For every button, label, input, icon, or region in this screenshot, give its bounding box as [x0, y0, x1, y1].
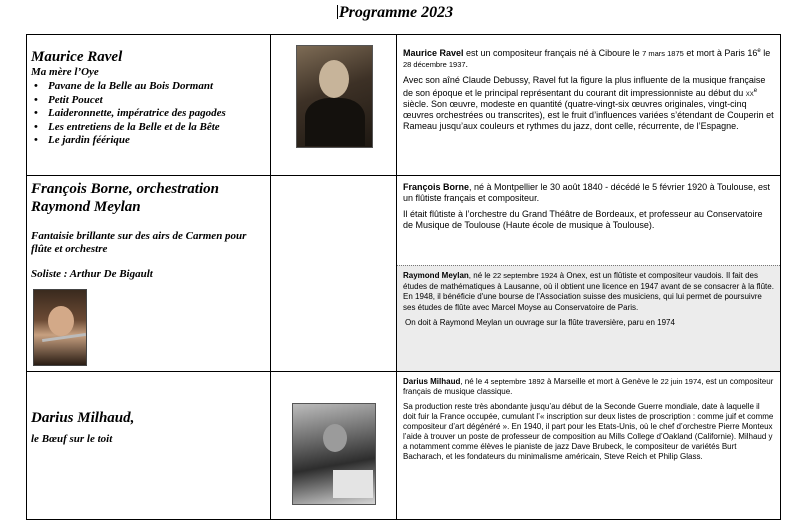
- ravel-composer: Maurice Ravel: [31, 49, 123, 65]
- page-title: [0, 4, 790, 22]
- ravel-program-cell: [27, 35, 271, 176]
- ravel-bio-name: Maurice Ravel: [403, 48, 464, 58]
- title-text: Programme 2023: [338, 4, 454, 21]
- borne-bio: François Borne, né à Montpellier le 30 août 1840 - décédé le 5 février 1920 à Toulouse, est un flûtiste français et compositeur. Il était flûtiste à l’orchestre du Grand Théâtre de Bordeaux, et professeur au Conservatoire de Musique de Toulouse (Haute école de musique à Toulouse).: [403, 182, 771, 230]
- milhaud-bio-cell: [397, 372, 781, 520]
- list-item: • Petit Poucet: [31, 94, 266, 108]
- soloist: Soliste : Arthur De Bigault: [31, 268, 153, 280]
- ravel-photo-cell: [271, 35, 397, 176]
- borne-composer-line2: Raymond Meylan: [31, 199, 141, 215]
- milhaud-program-cell: [27, 372, 271, 520]
- ravel-bio-cell: [397, 35, 781, 176]
- list-item: • Laideronnette, impératrice des pagodes: [31, 107, 266, 121]
- ravel-portrait: [296, 45, 373, 148]
- borne-composer-line1: François Borne, orchestration: [31, 181, 219, 197]
- row-borne: [27, 176, 781, 372]
- list-item: • Le jardin féérique: [31, 134, 266, 148]
- borne-work: Fantaisie brillante sur des airs de Carmen pour flûte et orchestre: [31, 230, 247, 255]
- ravel-pieces-list: [31, 80, 266, 148]
- ravel-bio: Maurice Ravel est un compositeur français né à Ciboure le 7 mars 1875 et mort à Paris 16e le 28 décembre 1937. Avec son aîné Claude Debussy, Ravel fut la figure la plus influente de la musique française de son époque et le principal représentant du courant dit impressionniste au début du $xx^e$ siècle. Son œuvre, modeste en quantité (quatre-vingt-six œuvres originales, vingt-cinq œuvres orchestrées ou transcrites), est le fruit d’influences variées s’étendant de Couperin et Rameau jusqu’aux couleurs et rythmes du jazz, dont celle, récurrente, de l’Espagne.: [403, 48, 774, 131]
- borne-program-cell: [27, 176, 271, 372]
- borne-bio-name: François Borne: [403, 182, 470, 192]
- ravel-work: Ma mère l’Oye: [31, 66, 99, 78]
- programme-table: [26, 34, 781, 520]
- list-item: • Les entretiens de la Belle et de la Bête: [31, 121, 266, 135]
- milhaud-portrait: [292, 403, 376, 505]
- milhaud-bio: Darius Milhaud, né le 4 septembre 1892 à Marseille et mort à Genève le 22 juin 1974, est un compositeur français de musique classique. Sa production reste très abondante jusqu’au début de la Seconde Guerre mondiale, date à laquelle il doit fuir la France occupée, cumulant l’« inscription sur deux listes de proscription : comme juif et comme compositeur d’art dégénéré ». En 1940, il part pour les Etats-Unis, où le chef d’orchestre Pierre Monteux l’aide à trouver un poste de professeur de composition au Mills College d’Oakland (Californie). Milhaud y a notamment comme élèves le pianiste de jazz Dave Brubeck, le compositeur de variétés Burt Bacharach, et les fondateurs du minimalisme américain, Steve Reich et Philip Glass.: [403, 377, 774, 461]
- milhaud-photo-cell: [271, 372, 397, 520]
- list-item: • Pavane de la Belle au Bois Dormant: [31, 80, 266, 94]
- text-cursor: [337, 5, 338, 19]
- milhaud-composer: Darius Milhaud,: [31, 410, 135, 426]
- soloist-photo: [33, 289, 87, 366]
- row-milhaud: [27, 372, 781, 520]
- milhaud-work: le Bœuf sur le toit: [31, 433, 113, 445]
- borne-empty-cell: [271, 176, 397, 372]
- milhaud-bio-name: Darius Milhaud: [403, 377, 461, 386]
- meylan-bio-name: Raymond Meylan: [403, 271, 469, 280]
- row-ravel: [27, 35, 781, 176]
- meylan-bio: Raymond Meylan, né le 22 septembre 1924 à Onex, est un flûtiste et compositeur vaudois. Il fait des études de mathématiques à Lausanne, où il obtient une licence en 1947 avant de se consacrer à la flûte. En 1948, il bénéficie d'une bourse de l'Association suisse des musiciens, qui lui permet de poursuivre ses études de flûte avec Marcel Moyse au Conservatoire de Paris. On doit à Raymond Meylan un ouvrage sur la flûte traversière, paru en 1974: [397, 265, 780, 371]
- borne-bio-cell: [397, 176, 781, 372]
